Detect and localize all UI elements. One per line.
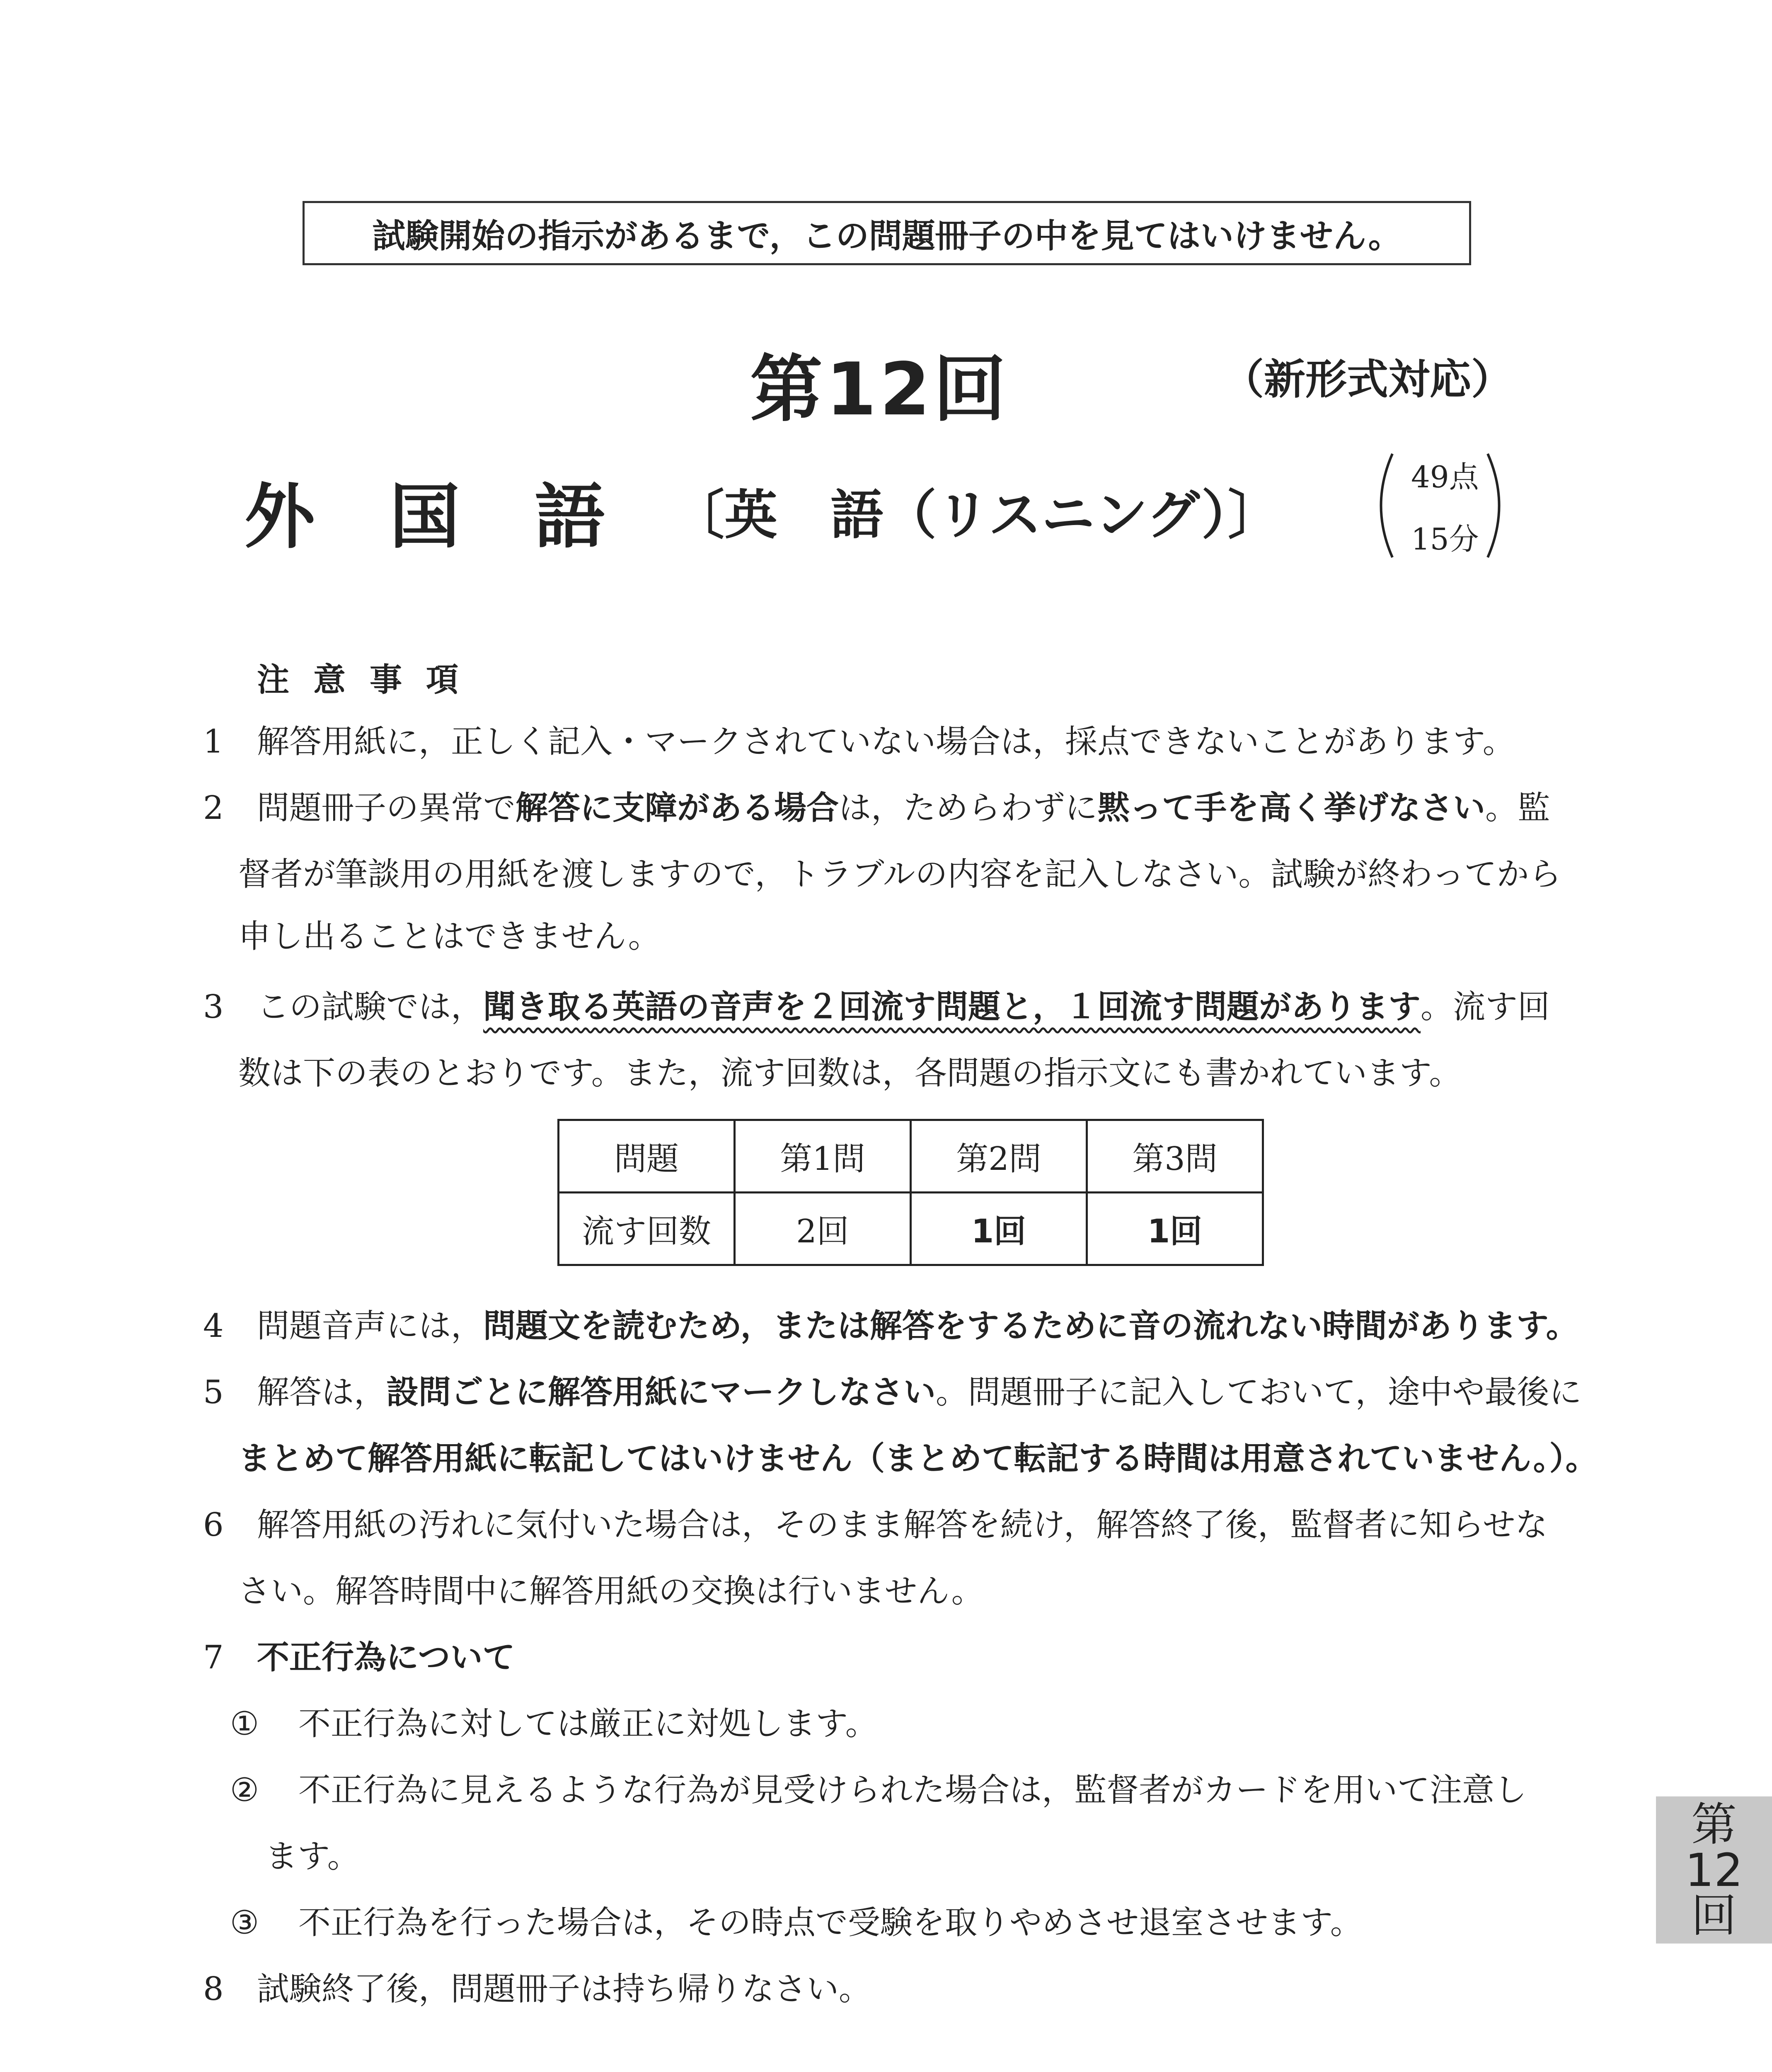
sub-mark: ① bbox=[230, 1705, 259, 1743]
item-text: 。監 bbox=[1485, 789, 1550, 827]
table-cell: 問題 bbox=[559, 1120, 735, 1193]
item-number: 2 bbox=[203, 789, 224, 827]
note-item-2-line-3: 申し出ることはできません。 bbox=[238, 918, 661, 955]
note-item-7-sub-1 bbox=[230, 1703, 878, 1745]
table-cell: 流す回数 bbox=[559, 1193, 735, 1265]
item-text: この試験では， bbox=[257, 988, 484, 1026]
notice-text: 試験開始の指示があるまで，この問題冊子の中を見てはいけません。 bbox=[372, 217, 1402, 255]
table-row bbox=[559, 1193, 1263, 1265]
note-item-6 bbox=[203, 1504, 1548, 1546]
table-header-row bbox=[559, 1120, 1263, 1193]
note-item-7 bbox=[203, 1637, 515, 1678]
item-text: 問題音声には， bbox=[257, 1307, 484, 1345]
table-cell: 1回 bbox=[911, 1193, 1087, 1265]
item-emphasis-wavy: 聞き取る英語の音声を２回流す問題と，１回流す問題があります bbox=[483, 988, 1421, 1026]
table-cell: 1回 bbox=[1087, 1193, 1263, 1265]
item-text: 。問題冊子に記入しておいて，途中や最後に bbox=[936, 1374, 1582, 1411]
table-cell: 第2問 bbox=[911, 1120, 1087, 1193]
side-tab-text: 回 bbox=[1691, 1889, 1737, 1942]
item-emphasis: 設問ごとに解答用紙にマークしなさい bbox=[386, 1374, 936, 1411]
item-title: 不正行為について bbox=[257, 1639, 515, 1676]
side-tab-text: 第 bbox=[1691, 1798, 1737, 1851]
note-item-8 bbox=[203, 1968, 871, 2010]
note-item-2-line-2: 督者が筆談用の用紙を渡しますので，トラブルの内容を記入しなさい。試験が終わってから bbox=[238, 856, 1561, 893]
item-text: 問題冊子の異常で bbox=[257, 789, 516, 827]
item-number: 7 bbox=[203, 1639, 224, 1676]
item-emphasis: 問題文を読むため，または解答をするために音の流れない時間があります。 bbox=[483, 1307, 1578, 1345]
item-emphasis: 解答に支障がある場合 bbox=[516, 789, 839, 827]
item-number: 1 bbox=[203, 723, 224, 760]
item-text: 解答は， bbox=[257, 1374, 387, 1411]
note-item-3-line-2: 数は下の表のとおりです。また，流す回数は，各問題の指示文にも書かれています。 bbox=[238, 1055, 1462, 1092]
score-info bbox=[1372, 450, 1508, 562]
note-item-5 bbox=[203, 1372, 1581, 1413]
notice-box bbox=[303, 201, 1471, 265]
table-cell: 第1問 bbox=[735, 1120, 911, 1193]
item-text: は，ためらわずに bbox=[839, 789, 1098, 827]
note-item-7-sub-2 bbox=[230, 1769, 1527, 1811]
item-text: 解答用紙の汚れに気付いた場合は，そのまま解答を続け，解答終了後，監督者に知らせな bbox=[257, 1506, 1548, 1544]
note-item-1 bbox=[203, 721, 1515, 762]
note-item-5-line-2: まとめて解答用紙に転記してはいけません（まとめて転記する時間は用意されていません。）。 bbox=[238, 1440, 1598, 1477]
note-item-7-sub-3 bbox=[230, 1902, 1363, 1944]
item-emphasis: 黙って手を高く挙げなさい bbox=[1097, 789, 1486, 827]
round-title: 第12回 bbox=[750, 348, 1009, 432]
side-tab-text: 12 bbox=[1685, 1843, 1743, 1897]
item-number: 8 bbox=[203, 1970, 224, 2008]
table-cell: 2回 bbox=[735, 1193, 911, 1265]
note-item-3 bbox=[203, 986, 1550, 1028]
note-item-2 bbox=[203, 787, 1550, 829]
format-note: （新形式対応） bbox=[1222, 355, 1513, 404]
sub-mark: ② bbox=[230, 1772, 259, 1809]
sub-text: 不正行為に見えるような行為が見受けられた場合は，監督者がカードを用いて注意し bbox=[298, 1772, 1527, 1809]
item-number: 5 bbox=[203, 1374, 224, 1411]
sub-text: 不正行為に対しては厳正に対処します。 bbox=[298, 1705, 878, 1743]
item-number: 6 bbox=[203, 1506, 224, 1544]
note-item-4 bbox=[203, 1305, 1578, 1347]
side-tab-round bbox=[1656, 1796, 1772, 1944]
table-cell: 第3問 bbox=[1087, 1120, 1263, 1193]
note-item-7-sub-2-line-2: ます。 bbox=[265, 1838, 360, 1875]
playback-count-table bbox=[557, 1119, 1264, 1266]
note-item-6-line-2: さい。解答時間中に解答用紙の交換は行いません。 bbox=[238, 1573, 984, 1610]
subject-title: 外国語 bbox=[244, 475, 680, 558]
item-number: 4 bbox=[203, 1307, 224, 1345]
item-text: 。流す回 bbox=[1421, 988, 1550, 1026]
subject-subtitle: 〔英 語（リスニング）〕 bbox=[671, 484, 1281, 546]
item-text: 解答用紙に，正しく記入・マークされていない場合は，採点できないことがあります。 bbox=[257, 723, 1515, 760]
item-number: 3 bbox=[203, 988, 224, 1026]
item-text: 試験終了後，問題冊子は持ち帰りなさい。 bbox=[257, 1970, 871, 2008]
time-limit: 15分 bbox=[1411, 522, 1479, 557]
sub-text: 不正行為を行った場合は，その時点で受験を取りやめさせ退室させます。 bbox=[298, 1904, 1363, 1941]
sub-mark: ③ bbox=[230, 1904, 259, 1941]
notes-heading: 注意事項 bbox=[257, 661, 483, 699]
score-points: 49点 bbox=[1411, 460, 1479, 494]
